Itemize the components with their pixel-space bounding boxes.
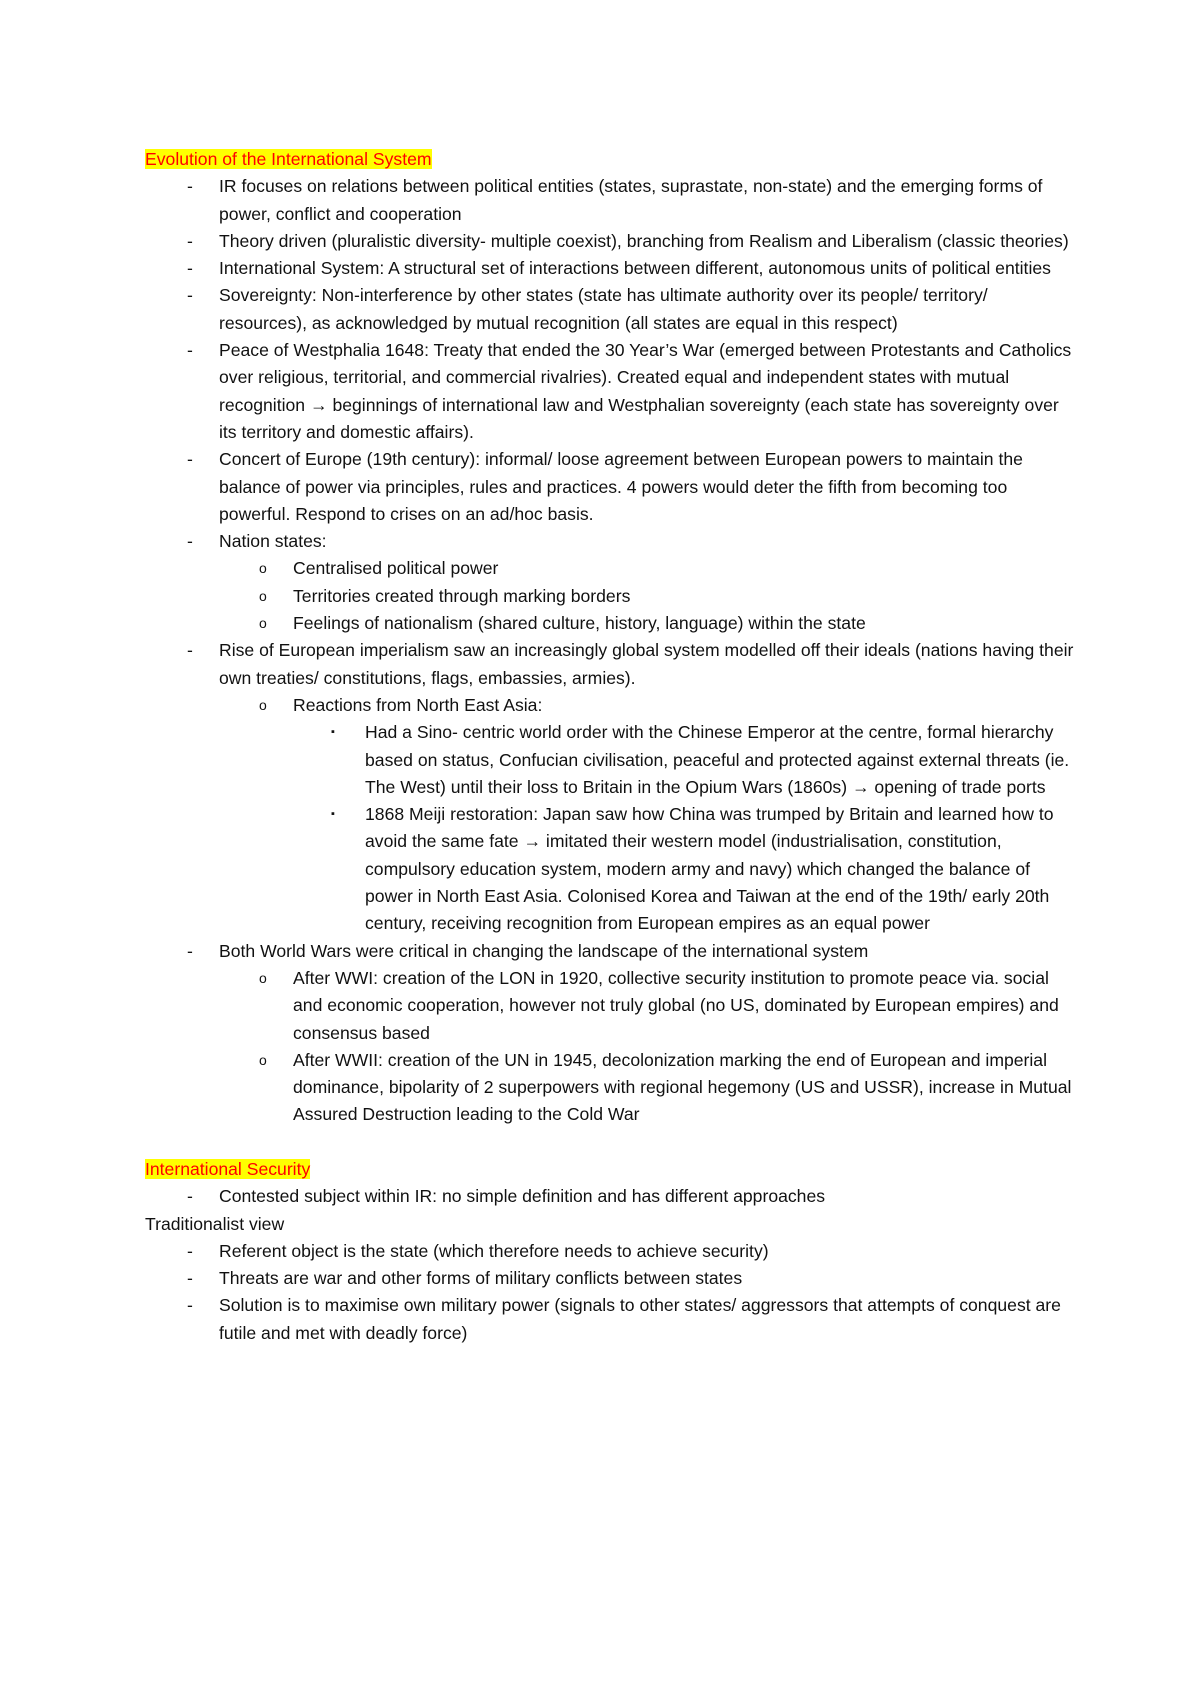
dash-bullet: - (187, 449, 193, 470)
list-item (145, 637, 1075, 937)
dash-bullet: - (187, 230, 193, 251)
square-bullet: ▪ (331, 808, 335, 821)
sub-list-item (219, 1047, 1075, 1129)
section-title: International Security (145, 1158, 311, 1179)
list-item-text: Peace of Westphalia 1648: Treaty that ended the 30 Year’s War (emerged between Protestants and Catholics over religious, territorial, and commercial rivalries). Created equal and independent states with mutual recognition → beginnings of international law and Westphalian sovereignty (each state has sovereignty over its territory and domestic affairs). (219, 340, 1072, 442)
list-item-text: Both World Wars were critical in changing the landscape of the international system (219, 940, 869, 961)
list-item-text: Referent object is the state (which therefore needs to achieve security) (219, 1240, 769, 1261)
dash-bullet: - (187, 340, 193, 361)
subheading-traditionalist: Traditionalist view (145, 1213, 285, 1234)
list-item (145, 255, 1075, 282)
sub-sub-list-item-text: Had a Sino- centric world order with the Chinese Emperor at the centre, formal hierarchy based on status, Confucian civilisation, peaceful and protected against external threats (ie. The West) until their loss to Britain in the Opium Wars (1860s) → opening of trade ports (365, 722, 1070, 797)
sub-list-item (219, 583, 1075, 610)
sub-list-item-text: After WWII: creation of the UN in 1945, decolonization marking the end of European and imperial dominance, bipolarity of 2 superpowers with regional hegemony (US and USSR), increase in Mutual Assured Destruction leading to the Cold War (293, 1049, 1072, 1125)
list-item-text: Nation states: (219, 531, 327, 552)
dash-bullet: - (187, 1186, 193, 1207)
sub-list-item (219, 692, 1075, 938)
list-item (145, 938, 1075, 1129)
sub-list-item-text: Territories created through marking borders (293, 585, 631, 606)
circle-bullet: o (259, 560, 267, 577)
list-item (145, 228, 1075, 255)
sub-bullet-list (219, 555, 1075, 637)
circle-bullet: o (259, 696, 267, 713)
dash-bullet: - (187, 176, 193, 197)
list-item-text: IR focuses on relations between political entities (states, suprastate, non-state) and the emerging forms of power, conflict and cooperation (219, 176, 1043, 224)
list-item-text: Concert of Europe (19th century): informal/ loose agreement between European powers to maintain the balance of power via principles, rules and practices. 4 powers would deter the fifth from becoming too powerful. Respond to crises on an ad/hoc basis. (219, 449, 1023, 524)
circle-bullet: o (259, 615, 267, 632)
document-page (145, 146, 1075, 1347)
list-item (145, 282, 1075, 337)
bullet-list (145, 1183, 1075, 1210)
square-bullet: ▪ (331, 726, 335, 739)
dash-bullet: - (187, 640, 193, 661)
dash-bullet: - (187, 285, 193, 306)
sub-list-item (219, 965, 1075, 1047)
list-item-text: Threats are war and other forms of military conflicts between states (219, 1268, 743, 1289)
circle-bullet: o (259, 969, 267, 986)
section-heading-security (145, 1156, 1075, 1183)
list-item (145, 1238, 1075, 1265)
sub-bullet-list (219, 692, 1075, 938)
section-heading-evolution (145, 146, 1075, 173)
dash-bullet: - (187, 531, 193, 552)
sub-sub-list-item (293, 719, 1075, 801)
sub-sub-list-item (293, 801, 1075, 937)
circle-bullet: o (259, 1051, 267, 1068)
sub-list-item-text: Reactions from North East Asia: (293, 694, 543, 715)
list-item-text: Rise of European imperialism saw an increasingly global system modelled off their ideals (nations having their own treaties/ constitutions, flags, embassies, armies). (219, 640, 1074, 688)
dash-bullet: - (187, 1268, 193, 1289)
dash-bullet: - (187, 940, 193, 961)
dash-bullet: - (187, 1295, 193, 1316)
list-item-text: Theory driven (pluralistic diversity- multiple coexist), branching from Realism and Liberalism (classic theories) (219, 230, 1069, 251)
bullet-list (145, 1238, 1075, 1347)
list-item (145, 528, 1075, 637)
circle-bullet: o (259, 587, 267, 604)
sub-list-item-text: After WWI: creation of the LON in 1920, collective security institution to promote peace via. social and economic cooperation, however not truly global (no US, dominated by European empires) and consensus based (293, 967, 1059, 1043)
dash-bullet: - (187, 1240, 193, 1261)
list-item-text: Sovereignty: Non-interference by other states (state has ultimate authority over its people/ territory/ resources), as acknowledged by mutual recognition (all states are equal in this respect) (219, 285, 988, 333)
sub-list-item-text: Centralised political power (293, 558, 499, 579)
section-title: Evolution of the International System (145, 149, 432, 169)
list-item-text: Contested subject within IR: no simple definition and has different approaches (219, 1186, 826, 1207)
sub-bullet-list (219, 965, 1075, 1129)
list-item (145, 1292, 1075, 1347)
list-item (145, 173, 1075, 228)
sub-list-item (219, 610, 1075, 637)
list-item (145, 1183, 1075, 1210)
list-item-text: International System: A structural set of interactions between different, autonomous units of political entities (219, 258, 1051, 279)
sub-list-item-text: Feelings of nationalism (shared culture, history, language) within the state (293, 613, 866, 634)
bullet-list (145, 173, 1075, 1128)
list-item-text: Solution is to maximise own military power (signals to other states/ aggressors that attempts of conquest are futile and met with deadly force) (219, 1295, 1061, 1343)
sub-sub-bullet-list (293, 719, 1075, 937)
paragraph-spacer (145, 1129, 1075, 1156)
sub-sub-list-item-text: 1868 Meiji restoration: Japan saw how China was trumped by Britain and learned how to avoid the same fate → imitated their western model (industrialisation, constitution, compulsory education system, modern army and navy) which changed the balance of power in North East Asia. Colonised Korea and Taiwan at the end of the 19th/ early 20th century, receiving recognition from European empires as an equal power (365, 804, 1054, 934)
list-item (145, 337, 1075, 446)
list-item (145, 1265, 1075, 1292)
list-item (145, 446, 1075, 528)
sub-list-item (219, 555, 1075, 582)
dash-bullet: - (187, 258, 193, 279)
